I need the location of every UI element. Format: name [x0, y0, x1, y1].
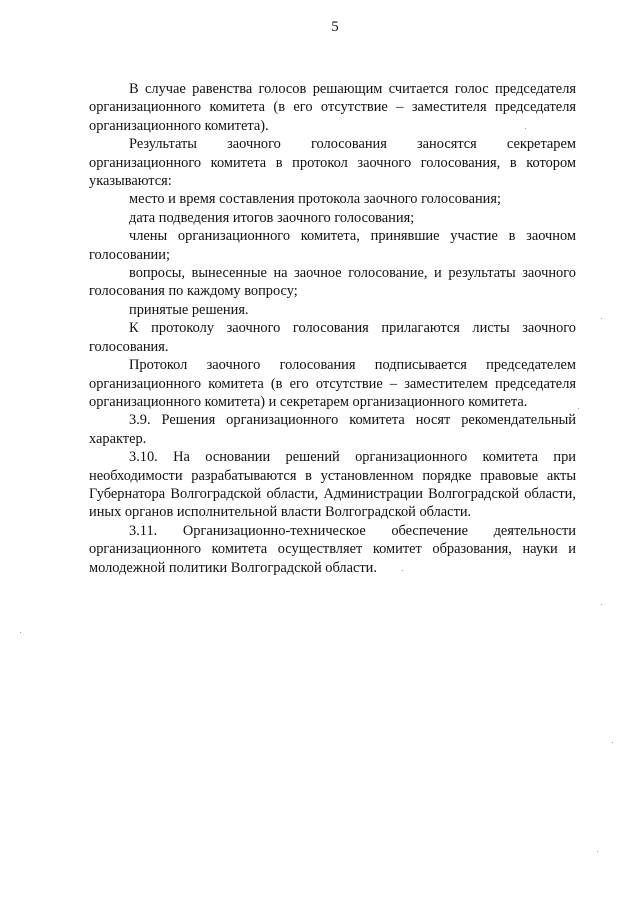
clause-3-11: 3.11. Организационно-техническое обеспечение деятельности организационного комитета осуществляет комитет образования, науки и молодежной политики Волгоградской области.	[89, 522, 576, 576]
list-item-summary-date: дата подведения итогов заочного голосования;	[129, 209, 415, 226]
paragraph-protocol-signing: Протокол заочного голосования подписывается председателем организационного комитета (в его отсутствие – заместителем председателя организационного комитета) и секретарем организационного комитета.	[89, 357, 576, 410]
paragraph-voting-sheets: К протоколу заочного голосования прилагаются листы заочного голосования.	[89, 320, 576, 355]
page-number: 5	[331, 19, 339, 35]
paragraph-tie-vote: В случае равенства голосов решающим считается голос председателя организационного комитета (в его отсутствие – заместителя председателя организационного комитета).	[89, 81, 576, 134]
clause-3-10: 3.10. На основании решений организационного комитета при необходимости разрабатываются в установленном порядке правовые акты Губернатора Волгоградской области, Администрации Волгоградской области, иных органов исполнительной власти Волгоградской области.	[89, 449, 576, 521]
list-item-members: члены организационного комитета, принявшие участие в заочном голосовании;	[89, 228, 576, 263]
clause-3-9: 3.9. Решения организационного комитета носят рекомендательный характер.	[89, 412, 576, 447]
list-item-questions: вопросы, вынесенные на заочное голосование, и результаты заочного голосования по каждому вопросу;	[89, 265, 576, 300]
paragraph-voting-results: Результаты заочного голосования заносятся секретарем организационного комитета в протокол заочного голосования, в котором указываются:	[89, 136, 576, 190]
list-item-decisions: принятые решения.	[129, 301, 249, 318]
list-item-place-time: место и время составления протокола заочного голосования;	[129, 191, 501, 208]
document-body	[89, 80, 576, 577]
